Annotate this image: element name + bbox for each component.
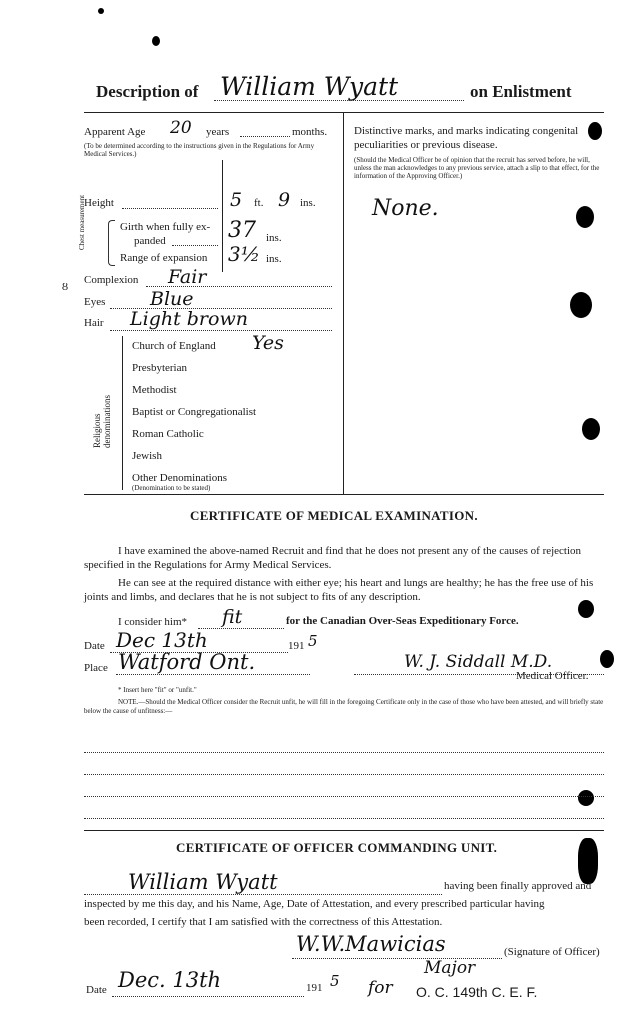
officer-signature-label: (Signature of Officer) [504,946,600,958]
ink-blot [578,838,598,884]
column-divider [343,112,344,494]
ft-label: ft. [254,197,264,209]
religion-label: Church of England [132,340,216,352]
commanding-name-dots [84,894,442,895]
medical-footnote: * Insert here "fit" or "unfit." [118,686,197,694]
age-dots [240,136,290,137]
recruit-name: William Wyatt [220,72,399,101]
commanding-heading: CERTIFICATE OF OFFICER COMMANDING UNIT. [176,840,498,855]
religion-side-label: Religious denominations [92,395,112,448]
expansion-ins-label: ins. [266,253,282,265]
medical-para1: I have examined the above-named Recruit and find that he does not present any of the causes of rejection specified in the Regulations for Army Medical Services. [84,545,582,571]
margin-mark: Ȣ [62,282,69,293]
height-label: Height [84,197,114,209]
medical-year-written: 5 [308,632,318,650]
header-suffix: on Enlistment [470,82,572,101]
medical-date-value: Dec 13th [116,628,208,652]
religion-dots [132,440,332,441]
girth-ins-label: ins. [266,232,282,244]
height-in-value: 9 [278,189,291,211]
religion-dots [132,352,332,353]
commanding-date-label: Date [86,984,107,996]
section-rule [84,494,604,495]
unfitness-line-1 [84,752,604,753]
medical-signature: W. J. Siddall M.D. [404,652,553,672]
unfitness-line-3 [84,796,604,797]
ink-blot [576,206,594,228]
commanding-year-printed: 191 [306,982,323,994]
medical-para2: He can see at the required distance with either eye; his heart and lungs are healthy; he has the free use of his joints and limbs, and declares that he is not subject to fits of any description. [84,577,594,603]
commanding-text-1: having been finally approved and [444,880,592,892]
religion-label: Presbyterian [132,362,187,374]
girth-dots [172,245,218,246]
chest-brace [108,220,115,266]
section-rule-2 [84,830,604,831]
religion-dots [132,418,332,419]
consider-value: fit [222,606,243,628]
religion-dots [132,462,332,463]
eyes-label: Eyes [84,296,106,308]
girth-label-1: Girth when fully ex- [120,221,211,233]
hair-label: Hair [84,317,104,329]
age-note: (To be determined according to the instructions given in the Regulations for Army Medical Services.) [84,142,315,158]
consider-dots [198,628,284,629]
ink-blot [582,418,600,440]
officer-signature: W.W.Mawicias [296,932,446,956]
commanding-for: for [368,978,393,998]
unfitness-line-4 [84,818,604,819]
consider-prefix: I consider him* [118,616,188,628]
place-value: Watford Ont. [118,650,256,674]
height-ft-value: 5 [230,189,243,211]
commanding-text-3: been recorded, I certify that I am satisfied with the correctness of this Attestation. [84,916,443,928]
inner-divider [222,160,223,272]
complexion-label: Complexion [84,274,139,286]
commanding-date-value: Dec. 13th [118,968,222,992]
commanding-text-2: inspected by me this day, and his Name, Age, Date of Attestation, and every prescribed particular having [84,898,545,910]
distinctive-value: None. [372,196,439,221]
apparent-age-value: 20 [170,118,192,138]
chest-label: Chest measurement [78,194,86,250]
officer-rank: Major [424,958,476,978]
medical-officer-label: Medical Officer. [516,670,589,682]
months-label: months. [292,126,328,138]
religion-value: Yes [252,332,284,354]
religion-dots [132,374,332,375]
religion-divider [122,336,123,490]
other-denomination-note: (Denomination to be stated) [132,484,211,492]
height-dots [122,208,218,209]
commanding-name: William Wyatt [128,870,278,894]
hair-value: Light brown [130,308,248,330]
religion-label: Jewish [132,450,162,462]
apparent-age-label: Apparent Age [84,126,146,138]
header-dots [214,100,464,101]
medical-heading: CERTIFICATE OF MEDICAL EXAMINATION. [190,508,478,523]
religion-label: Other Denominations [132,472,228,484]
commanding-unit: O. C. 149th C. E. F. [416,984,538,1000]
girth-value: 37 [228,218,256,243]
religion-dots [132,396,332,397]
ink-blot [600,650,614,668]
commanding-date-dots [112,996,304,997]
eyes-value: Blue [150,288,194,310]
header-prefix: Description of [96,82,199,101]
girth-label-2: panded [134,235,166,247]
years-label: years [206,126,230,138]
complexion-dots [146,286,332,287]
complexion-value: Fair [168,266,207,288]
commanding-year-written: 5 [330,972,340,990]
distinctive-note: (Should the Medical Officer be of opinion that the recruit has served before, he will, unless the man acknowledges to any previous service, attach a slip to that effect, for the information of the Approving Officer.) [354,156,600,180]
unfit-note: NOTE.—Should the Medical Officer consider the Recruit unfit, he will fill in the foregoing Certificate only in the case of those who have been attested, and will briefly state below the cause of unfitness:— [84,698,604,715]
place-label: Place [84,662,108,674]
ink-blot [578,790,594,806]
distinctive-heading: Distinctive marks, and marks indicating congenital peculiarities or previous disease. [354,125,579,151]
expansion-label: Range of expansion [120,252,208,264]
religion-label: Baptist or Congregationalist [132,406,257,418]
religion-label: Roman Catholic [132,428,204,440]
header-rule [84,112,604,113]
consider-suffix: for the Canadian Over-Seas Expeditionary Force. [286,615,519,627]
ink-blot [98,8,104,14]
ink-blot [588,122,602,140]
ink-blot [152,36,160,46]
medical-date-label: Date [84,640,105,652]
expansion-value: 3½ [228,242,261,266]
unfitness-line-2 [84,774,604,775]
ink-blot [570,292,592,318]
medical-year-printed: 191 [288,640,305,652]
place-dots [116,674,310,675]
hair-dots [110,330,332,331]
ins-label: ins. [300,197,316,209]
religion-label: Methodist [132,384,177,396]
